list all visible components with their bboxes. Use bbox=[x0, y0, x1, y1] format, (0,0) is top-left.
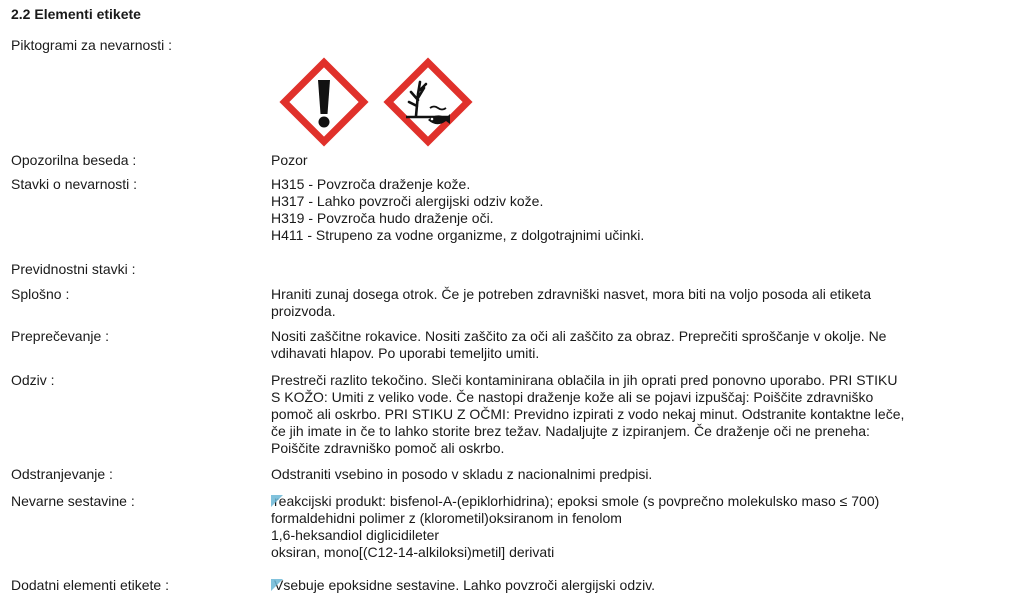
pictograms-label: Piktogrami za nevarnosti : bbox=[11, 37, 173, 53]
precautionary-label: Previdnostni stavki : bbox=[11, 261, 136, 277]
prevention-line: Nositi zaščitne rokavice. Nositi zaščito za oči ali zaščito za obraz. Preprečiti sproščanje v okolje. Ne bbox=[271, 328, 887, 344]
hazardous-components-label: Nevarne sestavine : bbox=[11, 493, 135, 509]
general-label: Splošno : bbox=[11, 286, 70, 302]
hazardous-components bbox=[271, 493, 1006, 561]
response-line: če jih imate in če to lahko storite brez težav. Nadaljujte z izpiranjem. Če draženje oči ne preneha: bbox=[271, 423, 870, 439]
component-line: 1,6-heksandiol diglicidileter bbox=[271, 527, 440, 543]
response-label: Odziv : bbox=[11, 372, 55, 388]
disposal-label: Odstranjevanje : bbox=[11, 466, 113, 482]
exclamation-mark-pictogram-icon bbox=[272, 50, 376, 154]
supplemental-text: Vsebuje epoksidne sestavine. Lahko povzroči alergijski odziv. bbox=[274, 577, 656, 593]
environment-pictogram-icon bbox=[376, 50, 480, 154]
prevention-value bbox=[271, 328, 1006, 362]
hazard-statements bbox=[271, 176, 1006, 244]
hazard-statements-label: Stavki o nevarnosti : bbox=[11, 176, 138, 192]
response-line: S KOŽO: Umiti z veliko vode. Če nastopi draženje kože ali se pojavi izpuščaj: Poiščite zdravniško bbox=[271, 389, 874, 405]
pictogram-row bbox=[272, 50, 480, 154]
edit-marker-icon bbox=[271, 579, 283, 591]
hazard-statement: H319 - Povzroča hudo draženje oči. bbox=[271, 210, 494, 226]
component-line: oksiran, mono[(C12-14-alkiloksi)metil] derivati bbox=[271, 544, 555, 560]
section-title: 2.2 Elementi etikete bbox=[11, 6, 141, 22]
prevention-label: Preprečevanje : bbox=[11, 328, 110, 344]
general-line: Hraniti zunaj dosega otrok. Če je potreben zdravniški nasvet, mora biti na voljo posoda ali etiketa bbox=[271, 286, 871, 302]
general-value bbox=[271, 286, 1006, 320]
edit-marker-icon bbox=[271, 495, 283, 507]
response-line: Prestreči razlito tekočino. Sleči kontaminirana oblačila in jih oprati pred ponovno uporabo. PRI STIKU bbox=[271, 372, 898, 388]
component-line: formaldehidni polimer z (klorometil)oksiranom in fenolom bbox=[271, 510, 622, 526]
signal-word-label: Opozorilna beseda : bbox=[11, 152, 137, 168]
hazard-statement: H411 - Strupeno za vodne organizme, z dolgotrajnimi učinki. bbox=[271, 227, 645, 243]
general-line: proizvoda. bbox=[271, 303, 336, 319]
signal-word-value: Pozor bbox=[271, 152, 308, 168]
supplemental-label: Dodatni elementi etikete : bbox=[11, 577, 169, 593]
component-name: reakcijski produkt: bisfenol-A-(epiklorhidrina); epoksi smole (s povprečno molekulsko maso ≤ 700) bbox=[274, 493, 880, 509]
hazard-statement: H315 - Povzroča draženje kože. bbox=[271, 176, 471, 192]
response-value bbox=[271, 372, 1006, 457]
prevention-line: vdihavati hlapov. Po uporabi temeljito umiti. bbox=[271, 345, 540, 361]
supplemental-line bbox=[271, 577, 1006, 594]
supplemental-value bbox=[271, 577, 1006, 594]
hazard-statement: H317 - Lahko povzroči alergijski odziv kože. bbox=[271, 193, 544, 209]
component-line bbox=[271, 493, 1006, 510]
response-line: Poiščite zdravniško pomoč ali oskrbo. bbox=[271, 440, 505, 456]
disposal-value: Odstraniti vsebino in posodo v skladu z nacionalnimi predpisi. bbox=[271, 466, 653, 482]
response-line: pomoč ali oskrbo. PRI STIKU Z OČMI: Previdno izpirati z vodo nekaj minut. Odstranite kontaktne leče, bbox=[271, 406, 905, 422]
